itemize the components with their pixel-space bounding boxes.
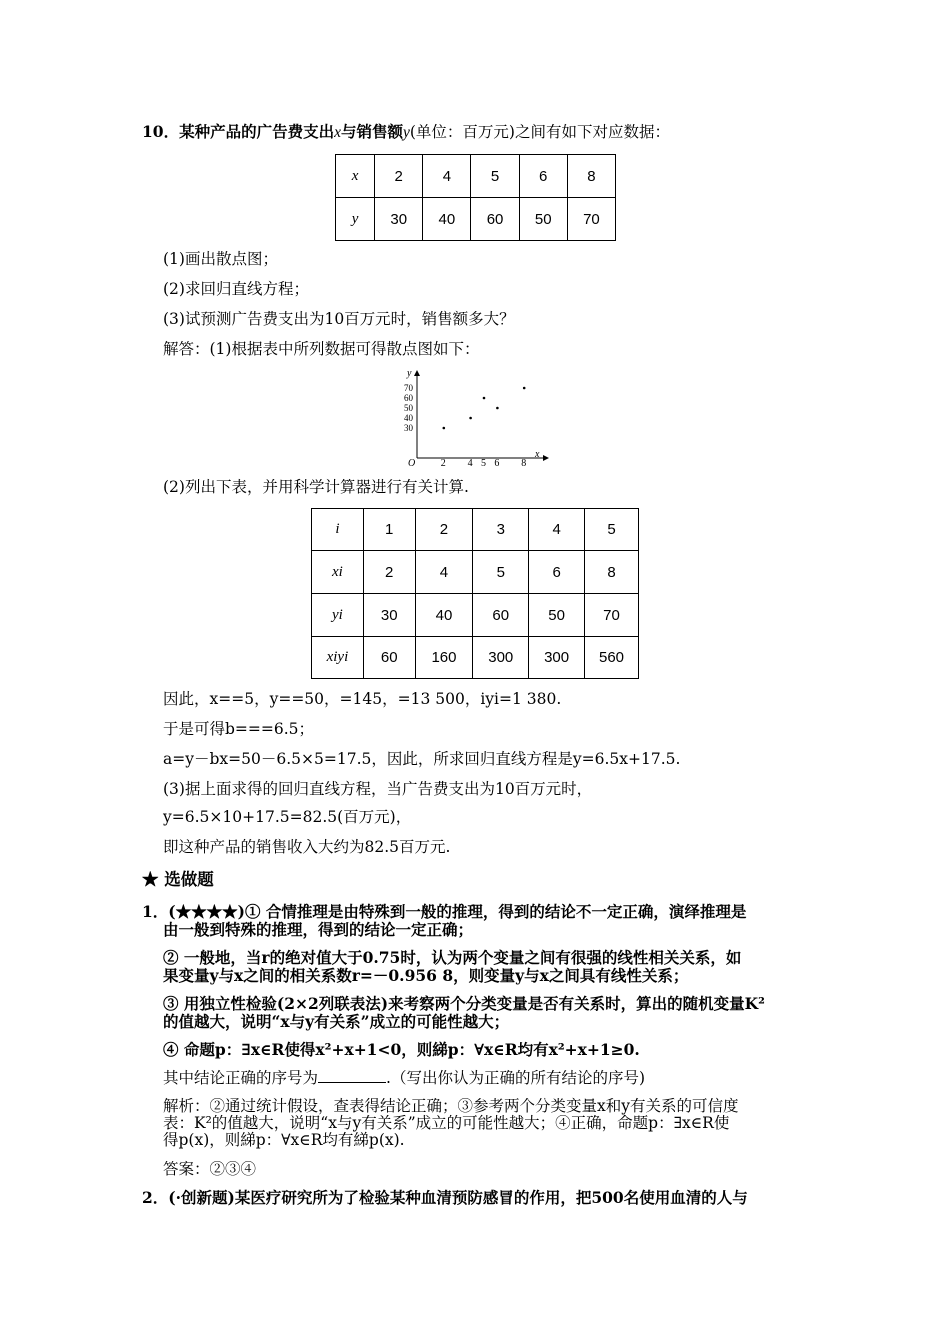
table-x-label: x xyxy=(336,155,375,198)
calc-cell: 40 xyxy=(415,594,473,637)
q10-calc-line: y=6.5×10+17.5=82.5(百万元)， xyxy=(163,808,412,826)
scatter-point xyxy=(523,387,526,390)
calc-row-label: xiyi xyxy=(312,637,364,679)
calc-row-label: yi xyxy=(312,594,364,637)
calc-cell: 50 xyxy=(529,594,585,637)
table-cell: 4 xyxy=(423,155,471,198)
table-cell: 8 xyxy=(567,155,615,198)
scatter-point xyxy=(443,427,446,430)
q10-suffix: (单位：百万元)之间有如下对应数据： xyxy=(409,123,670,141)
calc-cell: 60 xyxy=(473,594,529,637)
q1-question-prefix: 其中结论正确的序号为 xyxy=(163,1069,319,1087)
calc-cell: 300 xyxy=(473,637,529,679)
q10-therefore: 因此，x==5，y==50，=145，=13 500，iyi=1 380. xyxy=(163,690,562,708)
calc-cell: 2 xyxy=(363,551,415,594)
table-cell: 60 xyxy=(471,198,519,241)
scatter-point xyxy=(469,417,472,420)
x-axis-arrow xyxy=(543,455,549,461)
calc-cell: 30 xyxy=(363,594,415,637)
answer-blank[interactable] xyxy=(318,1068,386,1083)
q1-analysis: 表：K²的值越大，说明“x与y有关系”成立的可能性越大；④正确，命题p：∃x∈R使 xyxy=(163,1114,730,1132)
calc-cell: 4 xyxy=(415,551,473,594)
table-cell: 30 xyxy=(375,198,423,241)
calc-header-cell: 4 xyxy=(529,509,585,551)
q10-answer-intro: 解答：(1)根据表中所列数据可得散点图如下： xyxy=(163,340,480,358)
q10-stem xyxy=(142,122,670,142)
q10-part2-intro: (2)列出下表，并用科学计算器进行有关计算. xyxy=(163,478,469,496)
q1-line: 1．(★★★★)① 合情推理是由特殊到一般的推理，得到的结论不一定正确，演绎推理是 xyxy=(142,902,747,921)
q10-prefix: 10．某种产品的广告费支出 xyxy=(142,122,335,141)
q10-part3: (3)试预测广告费支出为10百万元时，销售额多大？ xyxy=(163,310,515,328)
scatter-point xyxy=(483,397,486,400)
x-axis-label: x xyxy=(535,449,540,460)
calc-header-cell: 5 xyxy=(585,509,639,551)
calc-header-cell: i xyxy=(312,509,364,551)
y-tick-label: 50 xyxy=(404,403,413,413)
q1-answer: 答案：②③④ xyxy=(163,1160,257,1178)
calc-row-label: xi xyxy=(312,551,364,594)
q1-line: ② 一般地，当r的绝对值大于0.75时，认为两个变量之间有很强的线性相关关系，如 xyxy=(163,948,742,967)
q1-question-suffix: .（写出你认为正确的所有结论的序号) xyxy=(386,1069,645,1087)
q1-analysis: 得p(x)，则綈p：∀x∈R均有綈p(x). xyxy=(163,1131,405,1149)
y-axis-arrow xyxy=(414,370,420,376)
table-y-label: y xyxy=(336,198,375,241)
q1-line: ④ 命题p：∃x∈R使得x²+x+1<0，则綈p：∀x∈R均有x²+x+1≥0. xyxy=(163,1040,640,1059)
x-tick-label: 8 xyxy=(521,458,527,468)
q10-b-value: 于是可得b===6.5； xyxy=(163,720,315,738)
x-tick-label: 2 xyxy=(440,458,446,468)
y-tick-label: 40 xyxy=(404,413,413,423)
q2-line: 2．(·创新题)某医疗研究所为了检验某种血清预防感冒的作用，把500名使用血清的人与 xyxy=(142,1188,748,1207)
calc-cell: 60 xyxy=(363,637,415,679)
q10-part3-answer: (3)据上面求得的回归直线方程，当广告费支出为10百万元时， xyxy=(163,780,593,798)
q10-part1: (1)画出散点图； xyxy=(163,250,278,268)
table-cell: 2 xyxy=(375,155,423,198)
table-cell: 50 xyxy=(519,198,567,241)
x-tick-label: 5 xyxy=(481,458,486,468)
calc-header-cell: 2 xyxy=(415,509,473,551)
q1-line: 的值越大，说明“x与y有关系”成立的可能性越大； xyxy=(163,1012,510,1031)
q10-regression: a=y－bx=50－6.5×5=17.5，因此，所求回归直线方程是y=6.5x+17.5. xyxy=(163,750,681,768)
y-axis-label: y xyxy=(407,368,412,379)
q1-line: ③ 用独立性检验(2×2列联表法)来考察两个分类变量是否有关系时，算出的随机变量K² xyxy=(163,994,765,1013)
table-cell: 40 xyxy=(423,198,471,241)
q1-line: 由一般到特殊的推理，得到的结论一定正确； xyxy=(163,920,474,939)
calc-cell: 300 xyxy=(529,637,585,679)
origin-label: O xyxy=(408,458,416,468)
x-tick-label: 6 xyxy=(494,458,500,468)
q10-data-table xyxy=(335,154,616,241)
table-cell: 5 xyxy=(471,155,519,198)
q1-analysis: 解析：②通过统计假设，查表得结论正确；③参考两个分类变量x和y有关系的可信度 xyxy=(163,1097,739,1115)
table-cell: 70 xyxy=(567,198,615,241)
y-tick-label: 70 xyxy=(404,383,413,393)
q10-conclusion: 即这种产品的销售收入大约为82.5百万元. xyxy=(163,838,451,856)
calc-cell: 6 xyxy=(529,551,585,594)
calc-header-cell: 3 xyxy=(473,509,529,551)
y-tick-label: 30 xyxy=(404,423,413,433)
x-tick-label: 4 xyxy=(467,458,473,468)
scatter-point xyxy=(496,407,499,410)
y-tick-label: 60 xyxy=(404,393,413,403)
table-cell: 6 xyxy=(519,155,567,198)
q10-calc-table xyxy=(311,508,639,679)
calc-cell: 160 xyxy=(415,637,473,679)
q10-mid: 与销售额 xyxy=(340,122,403,141)
scatter-plot xyxy=(395,368,555,468)
calc-cell: 5 xyxy=(473,551,529,594)
q1-line: 果变量y与x之间的相关系数r=－0.956 8，则变量y与x之间具有线性关系； xyxy=(163,966,689,985)
calc-cell: 70 xyxy=(585,594,639,637)
section-title: ★ 选做题 xyxy=(142,870,214,889)
q10-part2: (2)求回归直线方程； xyxy=(163,280,309,298)
q10-var-x: x xyxy=(334,124,341,141)
q1-question xyxy=(163,1068,645,1088)
calc-cell: 560 xyxy=(585,637,639,679)
calc-cell: 8 xyxy=(585,551,639,594)
calc-header-cell: 1 xyxy=(363,509,415,551)
q10-var-y: y xyxy=(402,124,410,141)
